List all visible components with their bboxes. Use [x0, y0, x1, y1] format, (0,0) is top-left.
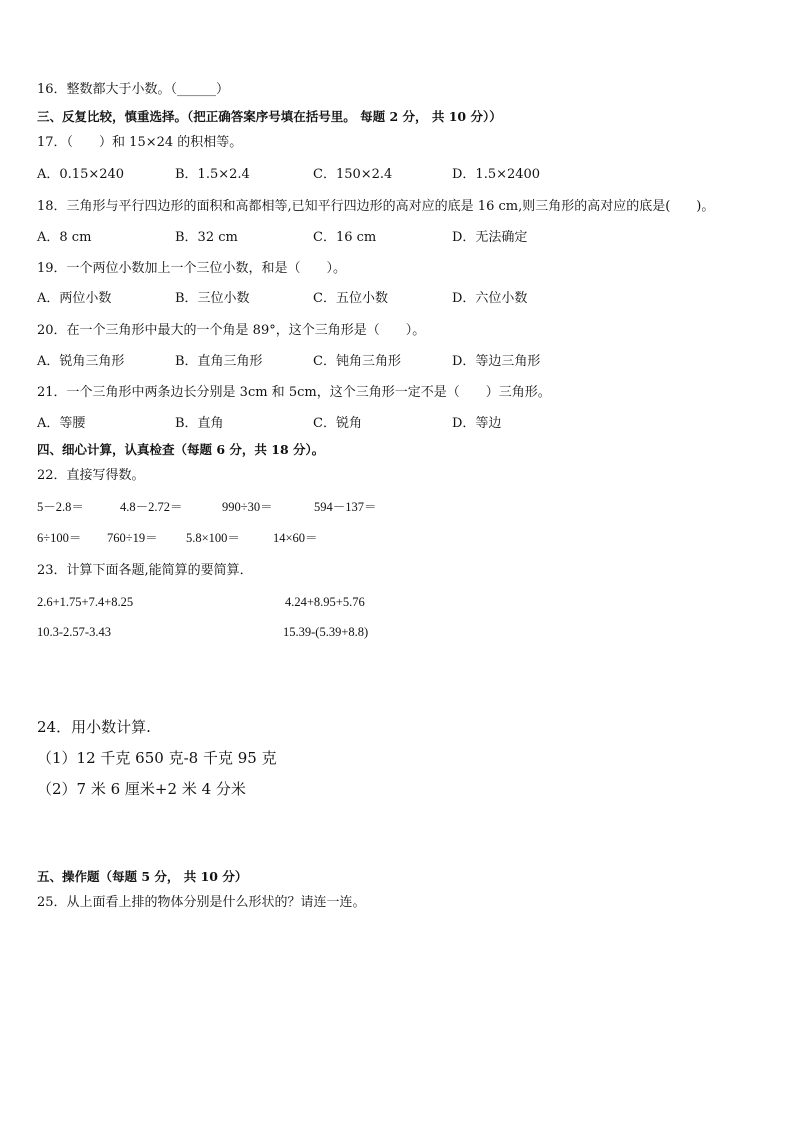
question-17-option-a[interactable]: A．0.15×240 — [37, 167, 125, 182]
question-23-stem: 23．计算下面各题,能简算的要简算． — [37, 563, 253, 578]
q23-item-2: 4.24+8.95+5.76 — [285, 595, 365, 609]
question-25-stem: 25．从上面看上排的物体分别是什么形状的？请连一连。 — [37, 895, 366, 910]
q22-calc-4: 594－137＝ — [314, 500, 377, 514]
question-22-stem: 22．直接写得数。 — [37, 468, 145, 483]
question-24-stem: 24．用小数计算. — [37, 718, 151, 736]
q22-calc-5: 6÷100＝ — [37, 531, 82, 545]
q22-calc-1: 5－2.8＝ — [37, 500, 84, 514]
q23-item-4: 15.39-(5.39+8.8) — [283, 625, 369, 639]
question-21-option-b[interactable]: B．直角 — [175, 416, 224, 431]
question-20-option-d[interactable]: D．等边三角形 — [452, 354, 541, 369]
question-18-option-a[interactable]: A．8 cm — [37, 230, 92, 245]
section-3-heading: 三、反复比较，慎重选择。（把正确答案序号填在括号里。 每题 2 分， 共 10 分）） — [37, 109, 502, 124]
q22-calc-7: 5.8×100＝ — [186, 531, 240, 545]
question-19-option-c[interactable]: C．五位小数 — [313, 291, 388, 306]
question-20-option-a[interactable]: A．锐角三角形 — [37, 354, 125, 369]
q22-calc-2: 4.8－2.72＝ — [120, 500, 183, 514]
question-17-option-b[interactable]: B．1.5×2.4 — [175, 167, 250, 182]
q23-item-1: 2.6+1.75+7.4+8.25 — [37, 595, 134, 609]
question-18-option-b[interactable]: B．32 cm — [175, 230, 238, 245]
q22-calc-8: 14×60＝ — [273, 531, 318, 545]
section-5-heading: 五、操作题（每题 5 分， 共 10 分） — [37, 869, 248, 884]
question-21-option-d[interactable]: D．等边 — [452, 416, 502, 431]
q22-calc-3: 990÷30＝ — [222, 500, 273, 514]
question-17-option-c[interactable]: C．150×2.4 — [313, 167, 393, 182]
question-16: 16．整数都大于小数。（______） — [37, 82, 230, 97]
section-4-heading: 四、细心计算，认真检查（每题 6 分，共 18 分）。 — [37, 442, 325, 457]
question-20-option-c[interactable]: C．钝角三角形 — [313, 354, 401, 369]
question-17-option-d[interactable]: D．1.5×2400 — [452, 167, 541, 182]
question-19-option-b[interactable]: B．三位小数 — [175, 291, 250, 306]
question-21-stem: 21．一个三角形中两条边长分别是 3cm 和 5cm，这个三角形一定不是（ ）三角形。 — [37, 385, 551, 400]
q24-item-1: （1）12 千克 650 克-8 千克 95 克 — [37, 749, 277, 767]
question-18-stem: 18．三角形与平行四边形的面积和高都相等,已知平行四边形的高对应的底是 16 cm,则三角形的高对应的底是( )。 — [37, 199, 715, 214]
q23-item-3: 10.3-2.57-3.43 — [37, 625, 111, 639]
q22-calc-6: 760÷19＝ — [107, 531, 158, 545]
q24-item-2: （2）7 米 6 厘米+2 米 4 分米 — [37, 780, 246, 798]
question-19-stem: 19．一个两位小数加上一个三位小数，和是（ ）。 — [37, 261, 347, 276]
question-19-option-d[interactable]: D．六位小数 — [452, 291, 528, 306]
question-20-option-b[interactable]: B．直角三角形 — [175, 354, 263, 369]
question-21-option-c[interactable]: C．锐角 — [313, 416, 362, 431]
question-20-stem: 20．在一个三角形中最大的一个角是 89°，这个三角形是（ ）。 — [37, 323, 426, 338]
question-19-option-a[interactable]: A．两位小数 — [37, 291, 112, 306]
question-18-option-d[interactable]: D．无法确定 — [452, 230, 528, 245]
question-17-stem: 17．（ ）和 15×24 的积相等。 — [37, 135, 243, 150]
question-21-option-a[interactable]: A．等腰 — [37, 416, 86, 431]
question-18-option-c[interactable]: C．16 cm — [313, 230, 377, 245]
